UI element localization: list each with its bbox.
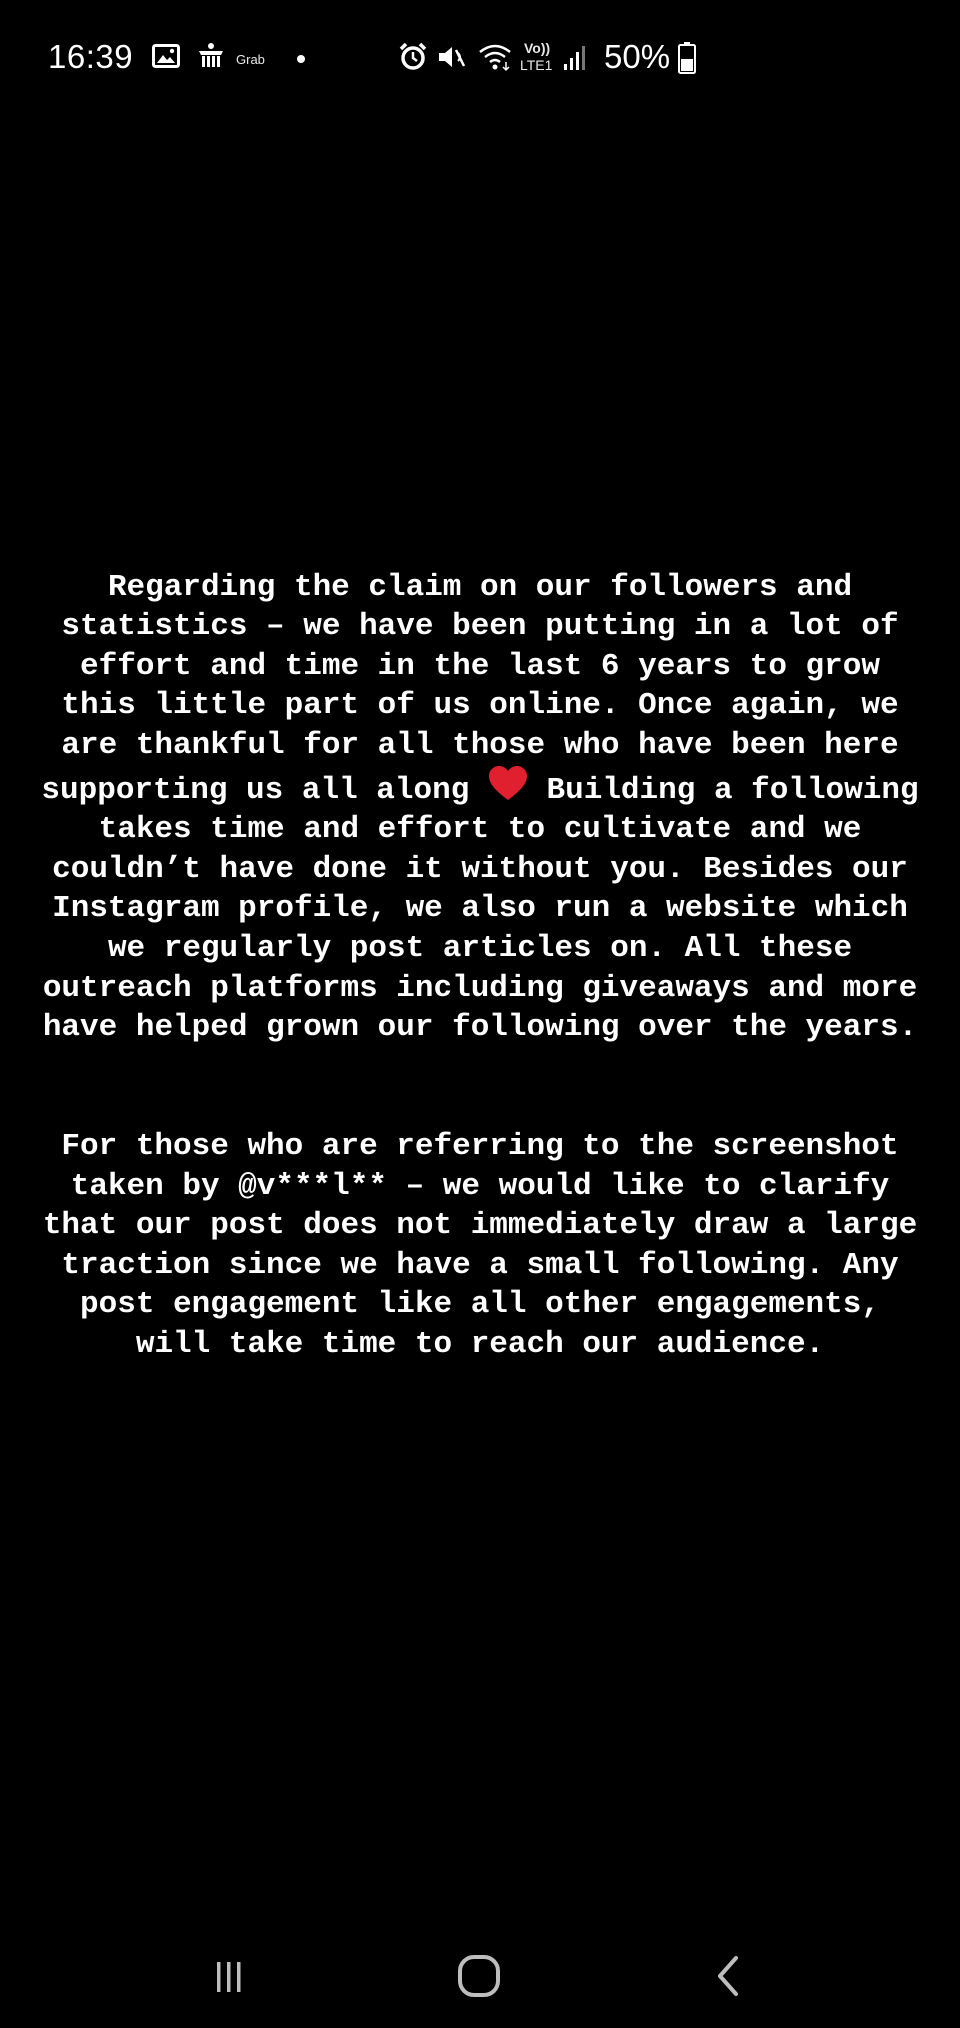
grab-icon: Grab [236, 52, 265, 67]
story-paragraph-1-part-b: Building a following takes time and effort to cultivate and we couldn’t have done it without you. Besides our Instagram profile, we also run a website which we regularly post articles on. All these outreach platforms including giveaways and more have helped grown our following over the years. [42, 772, 919, 1046]
red-heart-icon [488, 766, 528, 802]
home-icon [455, 1952, 503, 2000]
signal-icon [562, 44, 590, 72]
story-paragraph-1-part-a: Regarding the claim on our followers and statistics – we have been putting in a lot of effort and time in the last 6 years to grow this little part of us online. Once again, we are thankful for all those who have been here supporting us all along [41, 569, 899, 808]
app-notification-icon [196, 42, 226, 70]
status-time: 16:39 [48, 38, 134, 75]
battery-icon [678, 42, 696, 74]
story-text [40, 528, 920, 1404]
alarm-icon [398, 42, 428, 72]
wifi-icon [478, 42, 512, 72]
status-bar [0, 0, 960, 120]
back-icon [709, 1954, 749, 1998]
lte-label: LTE1 [520, 57, 553, 73]
mute-icon [436, 42, 466, 72]
story-paragraph-2: For those who are referring to the screenshot taken by @v***l** – we would like to clarify that our post does not immediately draw a large traction since we have a small following. Any post engagement like all other engagements, will take time to reach our audience. [42, 1128, 918, 1362]
dot-icon [296, 54, 306, 64]
story-paragraph-1 [40, 568, 920, 1048]
navigation-bar [0, 1920, 960, 2028]
gallery-icon [152, 44, 180, 68]
recents-icon [209, 1956, 249, 1996]
volte-icon: Vo)) [524, 40, 551, 56]
battery-percent: 50% [604, 38, 671, 75]
back-button[interactable] [684, 1948, 774, 2004]
recents-button[interactable] [184, 1948, 274, 2004]
home-button[interactable] [434, 1948, 524, 2004]
